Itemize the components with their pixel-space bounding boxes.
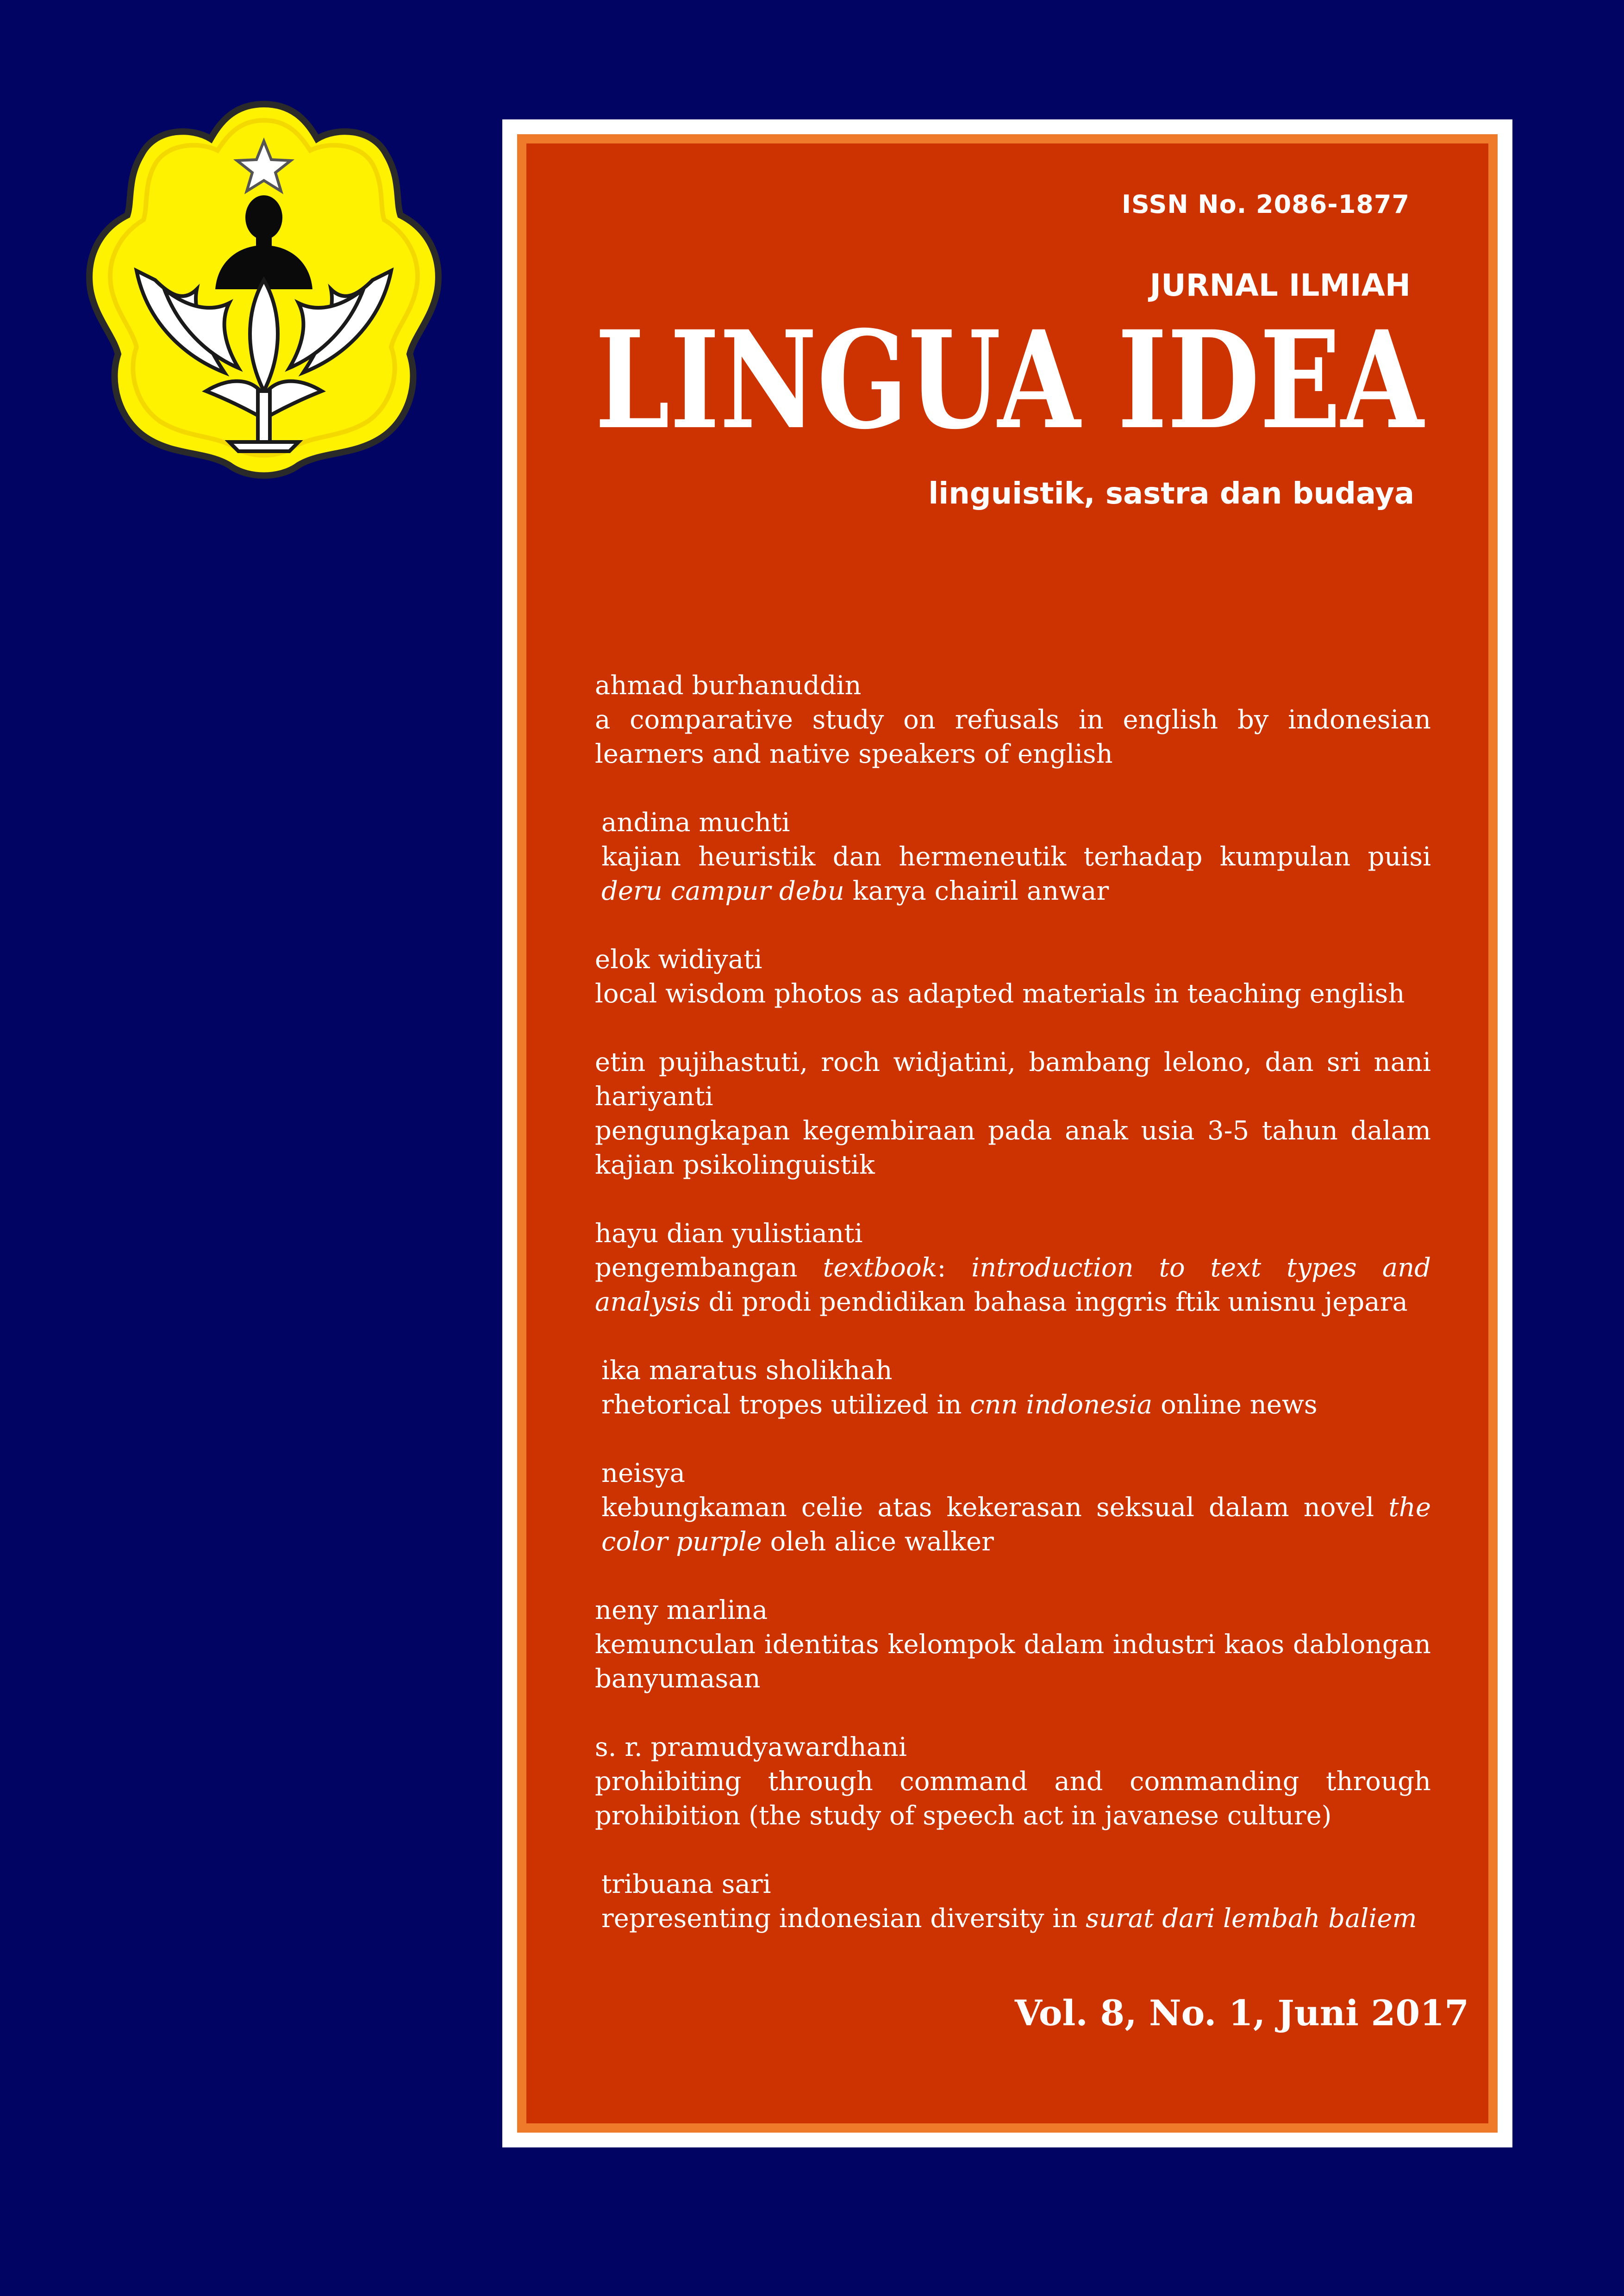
article-entry [595, 1730, 1431, 1833]
article-title-part: local wisdom photos as adapted materials in teaching english [595, 979, 1405, 1009]
issn-number: ISSN No. 2086-1877 [1121, 190, 1410, 219]
article-title [595, 703, 1431, 772]
article-title-italic-part: deru campur debu [601, 876, 844, 906]
article-entry [595, 669, 1431, 772]
volume-issue: Vol. 8, No. 1, Juni 2017 [1014, 1992, 1469, 2034]
article-entry [595, 1456, 1431, 1559]
article-title [601, 1491, 1431, 1559]
article-title-italic-part: the color purple [601, 1493, 1431, 1557]
journal-subtitle: linguistik, sastra dan budaya [928, 477, 1414, 511]
article-title-part: : [937, 1253, 972, 1283]
article-title [595, 1765, 1431, 1833]
article-author: hayu dian yulistianti [595, 1219, 863, 1249]
article-entry [595, 1217, 1431, 1319]
article-title-part: online news [1152, 1390, 1318, 1420]
article-author: tribuana sari [601, 1869, 771, 1899]
article-title-part: prohibiting through command and commanding through prohibition (the study of speech act in javanese culture) [595, 1767, 1431, 1831]
article-title-part: pengungkapan kegembiraan pada anak usia 3-5 tahun dalam kajian psikolinguistik [595, 1116, 1431, 1180]
article-title-part: oleh alice walker [762, 1527, 994, 1557]
article-title [601, 1902, 1431, 1936]
article-title [601, 1388, 1431, 1422]
article-author: elok widiyati [595, 945, 762, 975]
article-entry [595, 1045, 1431, 1182]
article-title-part: representing indonesian diversity in [601, 1904, 1086, 1934]
article-entry [595, 943, 1431, 1011]
article-author: s. r. pramudyawardhani [595, 1732, 907, 1762]
article-title-part: karya chairil anwar [844, 876, 1109, 906]
article-list [595, 669, 1431, 1970]
article-author: neisya [601, 1458, 685, 1488]
article-title-italic-part: textbook [823, 1253, 937, 1283]
article-title-italic-part: cnn indonesia [970, 1390, 1153, 1420]
article-entry [595, 1354, 1431, 1422]
article-title [595, 1628, 1431, 1696]
article-author: andina muchti [601, 808, 790, 838]
svg-text:LINGUA IDEA: LINGUA IDEA [595, 302, 1426, 459]
journal-title [595, 302, 1428, 459]
university-emblem-logo [76, 95, 451, 486]
article-title-italic-part: introduction to text types and analysis [595, 1253, 1431, 1317]
article-title [595, 1251, 1431, 1319]
article-entry [595, 806, 1431, 908]
article-author: ahmad burhanuddin [595, 671, 862, 701]
article-title [595, 1114, 1431, 1182]
article-author: ika maratus sholikhah [601, 1356, 893, 1386]
article-title-part: pengembangan [595, 1253, 823, 1283]
article-author: etin pujihastuti, roch widjatini, bambang lelono, dan sri nani hariyanti [595, 1047, 1431, 1112]
article-title-part: kajian heuristik dan hermeneutik terhadap kumpulan puisi [601, 842, 1431, 872]
article-title-part: rhetorical tropes utilized in [601, 1390, 970, 1420]
article-entry [595, 1867, 1431, 1936]
article-title-part: a comparative study on refusals in english by indonesian learners and native speakers of english [595, 705, 1431, 769]
article-title-italic-part: surat dari lembah baliem [1086, 1904, 1417, 1934]
article-author: neny marlina [595, 1595, 768, 1625]
article-title-part: kebungkaman celie atas kekerasan seksual dalam novel [601, 1493, 1389, 1523]
article-title [601, 840, 1431, 908]
cover-panel [517, 134, 1498, 2133]
cover-frame [502, 119, 1512, 2147]
series-label: JURNAL ILMIAH [1149, 268, 1411, 303]
article-entry [595, 1593, 1431, 1696]
article-title-part: di prodi pendidikan bahasa inggris ftik unisnu jepara [700, 1287, 1408, 1317]
article-title [595, 977, 1431, 1011]
article-title-part: kemunculan identitas kelompok dalam industri kaos dablongan banyumasan [595, 1630, 1431, 1694]
